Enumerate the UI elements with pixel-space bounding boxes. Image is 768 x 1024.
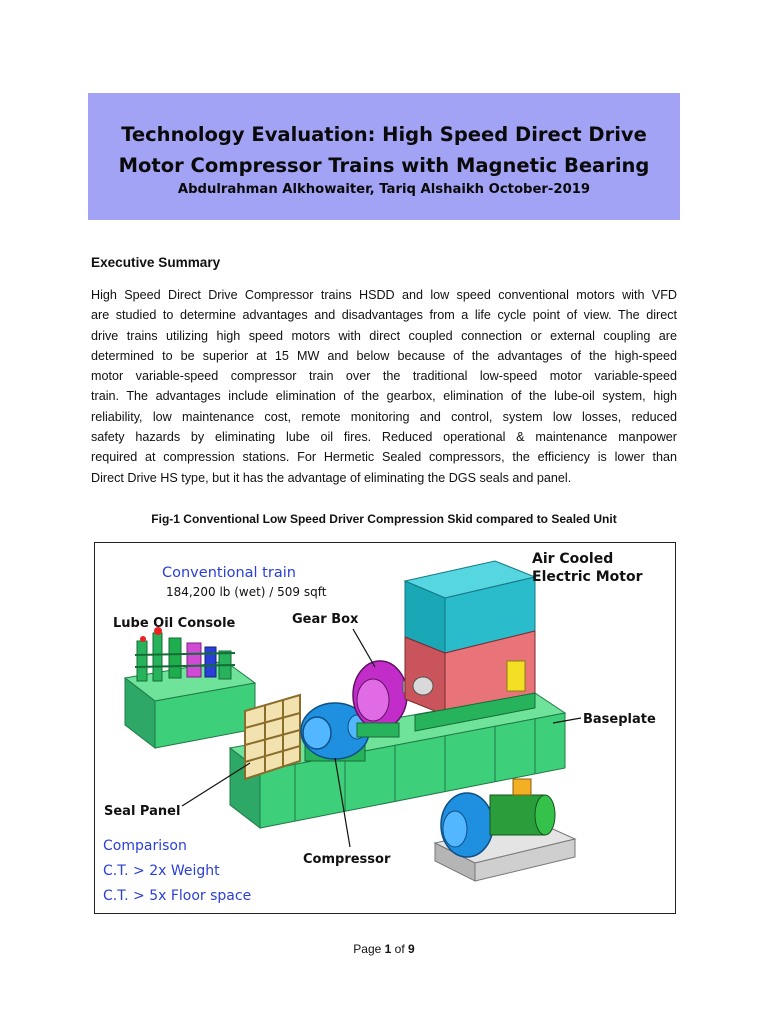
summary-line: determined to be superior at 15 MW and below because of the advantages of the high-speed <box>91 348 677 363</box>
compressor-label: Compressor <box>303 852 391 867</box>
lube-oil-console-shape <box>125 627 255 748</box>
summary-line: drive trains utilizing high speed motors with direct coupled connection or external coupling are <box>91 328 677 343</box>
lube-oil-console-label: Lube Oil Console <box>113 616 236 631</box>
executive-summary-heading: Executive Summary <box>91 255 221 270</box>
document-title-line-1: Technology Evaluation: High Speed Direct Drive <box>121 123 647 146</box>
title-banner <box>88 93 680 220</box>
motor-label-line-2: Electric Motor <box>532 569 643 585</box>
document-title-line-2: Motor Compressor Trains with Magnetic Bearing <box>118 154 650 177</box>
executive-summary-body <box>91 285 677 488</box>
comparison-weight-label: C.T. > 2x Weight <box>103 863 220 879</box>
summary-line: safety hazards by eliminating lube oil fires. Reduced operational & maintenance manpower <box>91 430 677 445</box>
conventional-train-label: Conventional train <box>162 565 296 581</box>
baseplate-label: Baseplate <box>583 712 656 727</box>
summary-line: train. The advantages include elimination of the gearbox, elimination of the lube-oil system, high <box>91 389 677 404</box>
authors-date: Abdulrahman Alkhowaiter, Tariq Alshaikh October-2019 <box>177 182 591 197</box>
comparison-label: Comparison <box>103 838 187 854</box>
page-number <box>0 942 768 956</box>
summary-line: are studied to determine advantages and disadvantages from a life cycle point of view. The direct <box>91 308 677 323</box>
page-prefix: Page <box>353 942 385 956</box>
electric-motor-shape <box>405 561 535 731</box>
summary-line: reliability, low maintenance cost, remote monitoring and control, system low losses, reduced <box>91 409 677 424</box>
summary-line: motor variable-speed compressor train over the traditional low-speed motor variable-speed <box>91 369 677 384</box>
compressor-skid-figure <box>94 542 676 914</box>
comparison-floor-label: C.T. > 5x Floor space <box>103 888 252 904</box>
train-weight-label: 184,200 lb (wet) / 509 sqft <box>166 585 327 599</box>
summary-line: High Speed Direct Drive Compressor trains HSDD and low speed conventional motors with VFD <box>91 288 677 302</box>
gearbox-shape <box>353 661 407 737</box>
sealed-unit-shape <box>435 779 575 881</box>
page-current: 1 <box>384 942 392 956</box>
page-total: 9 <box>408 942 415 956</box>
motor-label-line-1: Air Cooled <box>532 551 614 567</box>
figure-caption: Fig-1 Conventional Low Speed Driver Compression Skid compared to Sealed Unit <box>151 512 617 526</box>
skid-illustration <box>95 543 675 913</box>
seal-panel-label: Seal Panel <box>104 804 181 819</box>
summary-line: Direct Drive HS type, but it has the advantage of eliminating the DGS seals and panel. <box>91 470 572 485</box>
page-of: of <box>391 942 409 956</box>
summary-line: required at compression stations. For Hermetic Sealed compressors, the efficiency is lower than <box>91 450 677 465</box>
gear-box-label: Gear Box <box>292 612 359 627</box>
